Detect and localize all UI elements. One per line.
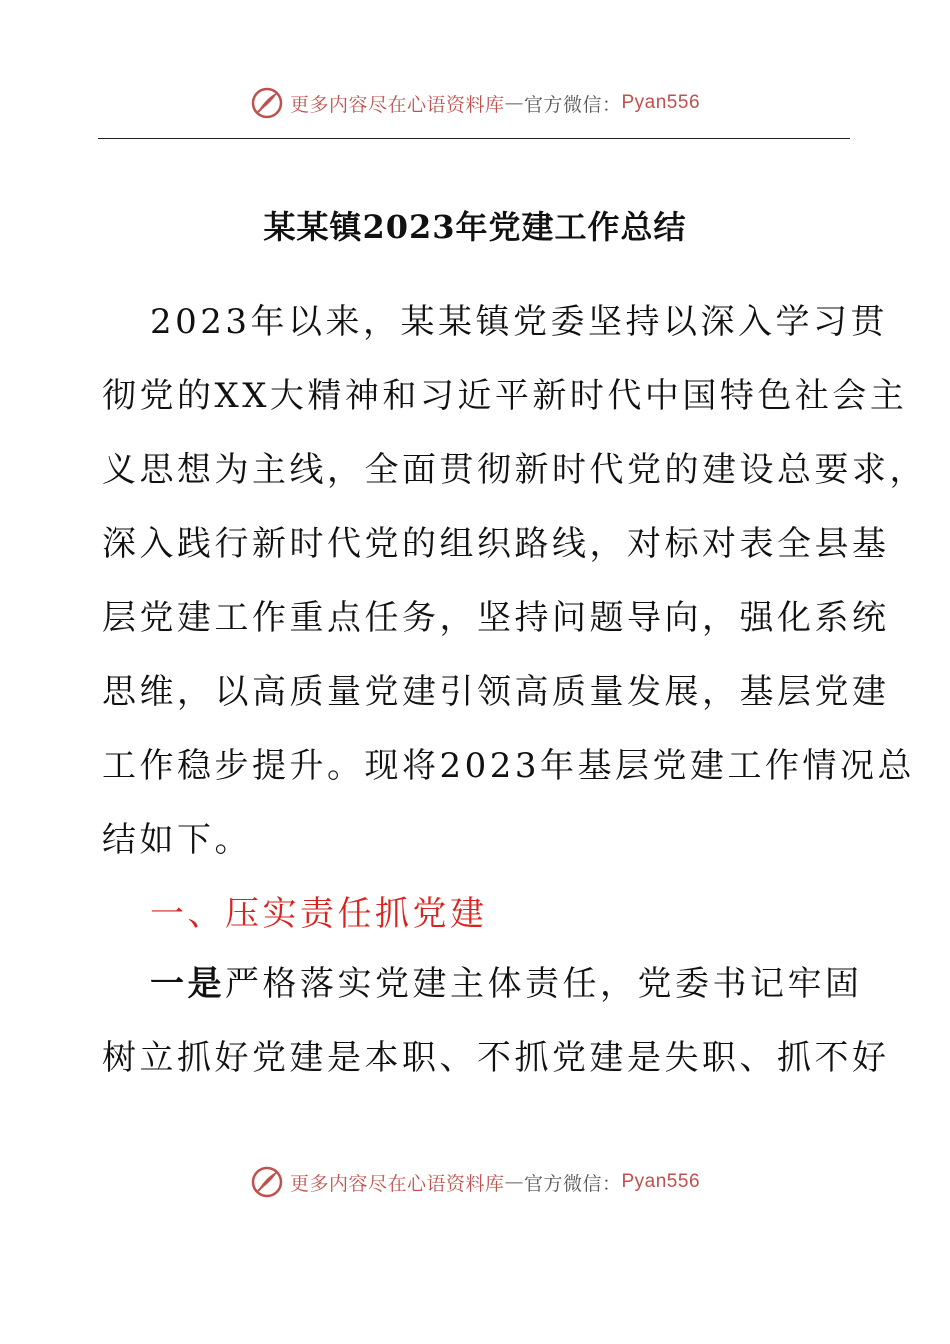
point-lead: 一是 xyxy=(150,964,225,1004)
point-line xyxy=(150,964,863,1004)
paragraph-line: 工作稳步提升。现将2023年基层党建工作情况总 xyxy=(102,746,916,786)
point-line: 树立抓好党建是本职、不抓党建是失职、抓不好 xyxy=(102,1038,890,1078)
banner-separator: — xyxy=(504,1171,524,1193)
point-text: 严格落实党建主体责任，党委书记牢固 xyxy=(225,964,863,1004)
section-heading: 一、压实责任抓党建 xyxy=(150,894,488,934)
banner-wechat-label: 官方微信： xyxy=(523,93,622,116)
paragraph-line: 彻党的XX大精神和习近平新时代中国特色社会主 xyxy=(102,376,908,416)
paragraph-line: 结如下。 xyxy=(102,820,252,860)
header-rule xyxy=(98,138,850,139)
paragraph-line: 深入践行新时代党的组织路线，对标对表全县基 xyxy=(102,524,890,564)
paragraph-line: 思维，以高质量党建引领高质量发展，基层党建 xyxy=(102,672,890,712)
document-title: 某某镇2023年党建工作总结 xyxy=(263,208,687,246)
banner-separator: — xyxy=(504,92,524,114)
banner-brand: 更多内容尽在心语资料库 xyxy=(289,1172,505,1195)
paragraph-line: 层党建工作重点任务，坚持问题导向，强化系统 xyxy=(102,598,890,638)
banner-wechat-label: 官方微信： xyxy=(523,1172,622,1195)
footer-banner xyxy=(0,1165,950,1199)
quill-logo-icon xyxy=(250,86,284,120)
quill-logo-icon xyxy=(250,1165,284,1199)
banner-wechat-id: Pyan556 xyxy=(621,1171,701,1192)
header-banner xyxy=(0,86,950,120)
banner-brand: 更多内容尽在心语资料库 xyxy=(289,93,505,116)
banner-wechat-id: Pyan556 xyxy=(621,92,701,113)
paragraph-line: 义思想为主线，全面贯彻新时代党的建设总要求， xyxy=(102,450,927,490)
paragraph-line: 2023年以来，某某镇党委坚持以深入学习贯 xyxy=(150,302,889,342)
